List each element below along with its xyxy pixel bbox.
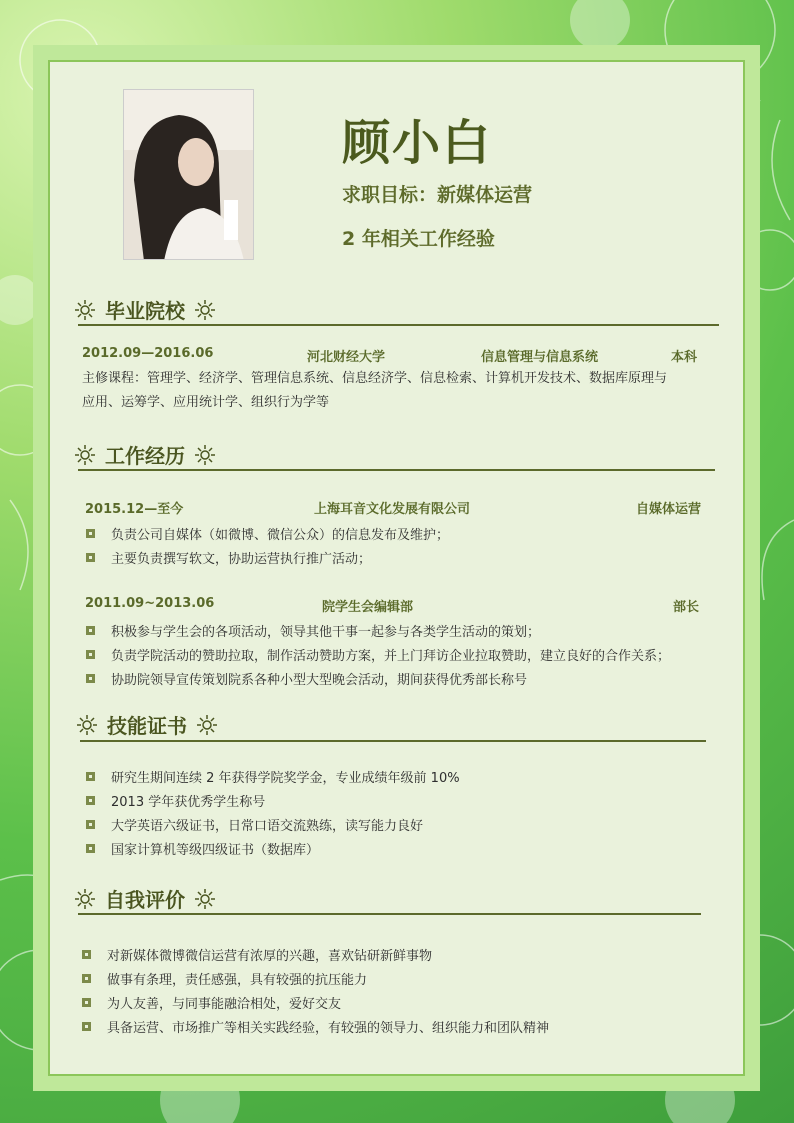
list-item-text: 对新媒体微博微信运营有浓厚的兴趣，喜欢钻研新鲜事物 bbox=[107, 949, 433, 964]
list-item-text: 主要负责撰写软文，协助运营执行推广活动； bbox=[111, 552, 372, 567]
section-divider bbox=[78, 324, 719, 326]
section-divider bbox=[78, 469, 715, 471]
self-title: 自我评价 bbox=[105, 888, 185, 912]
list-item-text: 具备运营、市场推广等相关实践经验，有较强的领导力、组织能力和团队精神 bbox=[107, 1021, 550, 1036]
list-item bbox=[86, 815, 423, 834]
job2-role: 部长 bbox=[673, 600, 700, 615]
list-item-text: 协助院领导宣传策划院系各种小型大型晚会活动，期间获得优秀部长称号 bbox=[111, 673, 528, 688]
bullet-icon bbox=[86, 529, 95, 538]
courses-line-2: 应用、运筹学、应用统计学、组织行为学等 bbox=[82, 395, 330, 410]
list-item-text: 负责公司自媒体（如微博、微信公众）的信息发布及维护； bbox=[111, 528, 450, 543]
list-item bbox=[86, 548, 371, 567]
experience-years: 2 年相关工作经验 bbox=[342, 228, 495, 250]
bullet-icon bbox=[86, 626, 95, 635]
bullet-icon bbox=[86, 796, 95, 805]
sun-icon bbox=[77, 715, 97, 735]
education-school: 河北财经大学 bbox=[307, 350, 386, 365]
list-item bbox=[86, 621, 540, 640]
bullet-icon bbox=[86, 553, 95, 562]
list-item bbox=[86, 767, 460, 786]
bullet-icon bbox=[86, 820, 95, 829]
list-item-text: 为人友善，与同事能融洽相处，爱好交友 bbox=[107, 997, 342, 1012]
list-item bbox=[82, 945, 432, 964]
education-degree: 本科 bbox=[671, 350, 698, 365]
sun-icon bbox=[195, 889, 215, 909]
profile-photo bbox=[123, 89, 254, 260]
bullet-icon bbox=[86, 650, 95, 659]
list-item bbox=[86, 524, 449, 543]
job1-company: 上海耳音文化发展有限公司 bbox=[314, 502, 471, 517]
bullet-icon bbox=[82, 998, 91, 1007]
section-divider bbox=[80, 740, 706, 742]
skills-title: 技能证书 bbox=[107, 714, 187, 738]
bullet-icon bbox=[82, 1022, 91, 1031]
bullet-icon bbox=[82, 974, 91, 983]
sun-icon bbox=[195, 300, 215, 320]
bullet-icon bbox=[86, 674, 95, 683]
courses-line-1: 主修课程：管理学、经济学、管理信息系统、信息经济学、信息检索、计算机开发技术、数据库原理与 bbox=[82, 371, 668, 386]
list-item bbox=[86, 645, 670, 664]
list-item-text: 2013 学年获优秀学生称号 bbox=[111, 795, 266, 810]
bullet-icon bbox=[86, 844, 95, 853]
job1-role: 自媒体运营 bbox=[636, 502, 702, 517]
job-goal: 求职目标：新媒体运营 bbox=[342, 184, 533, 206]
skills-heading bbox=[77, 710, 217, 739]
sun-icon bbox=[197, 715, 217, 735]
list-item bbox=[82, 1017, 549, 1036]
list-item-text: 做事有条理，责任感强，具有较强的抗压能力 bbox=[107, 973, 368, 988]
list-item bbox=[82, 969, 367, 988]
candidate-name: 顾小白 bbox=[342, 115, 493, 171]
job2-company: 院学生会编辑部 bbox=[322, 600, 414, 615]
job2-date: 2011.09~2013.06 bbox=[85, 596, 215, 611]
list-item-text: 负责学院活动的赞助拉取，制作活动赞助方案，并上门拜访企业拉取赞助，建立良好的合作关系； bbox=[111, 649, 671, 664]
education-title: 毕业院校 bbox=[105, 299, 185, 323]
list-item bbox=[82, 993, 341, 1012]
work-heading bbox=[75, 440, 215, 469]
bullet-icon bbox=[82, 950, 91, 959]
list-item-text: 大学英语六级证书，日常口语交流熟练，读写能力良好 bbox=[111, 819, 424, 834]
list-item bbox=[86, 791, 265, 810]
education-date: 2012.09—2016.06 bbox=[82, 346, 214, 361]
self-heading bbox=[75, 884, 215, 913]
sun-icon bbox=[75, 889, 95, 909]
sun-icon bbox=[195, 445, 215, 465]
list-item bbox=[86, 669, 527, 688]
job1-date: 2015.12—至今 bbox=[85, 502, 184, 517]
sun-icon bbox=[75, 300, 95, 320]
list-item-text: 国家计算机等级四级证书（数据库） bbox=[111, 843, 320, 858]
bullet-icon bbox=[86, 772, 95, 781]
list-item-text: 积极参与学生会的各项活动，领导其他干事一起参与各类学生活动的策划； bbox=[111, 625, 541, 640]
sun-icon bbox=[75, 445, 95, 465]
list-item bbox=[86, 839, 319, 858]
education-heading bbox=[75, 295, 215, 324]
work-title: 工作经历 bbox=[105, 444, 185, 468]
education-major: 信息管理与信息系统 bbox=[481, 350, 599, 365]
section-divider bbox=[78, 913, 701, 915]
list-item-text: 研究生期间连续 2 年获得学院奖学金，专业成绩年级前 10% bbox=[111, 771, 460, 786]
